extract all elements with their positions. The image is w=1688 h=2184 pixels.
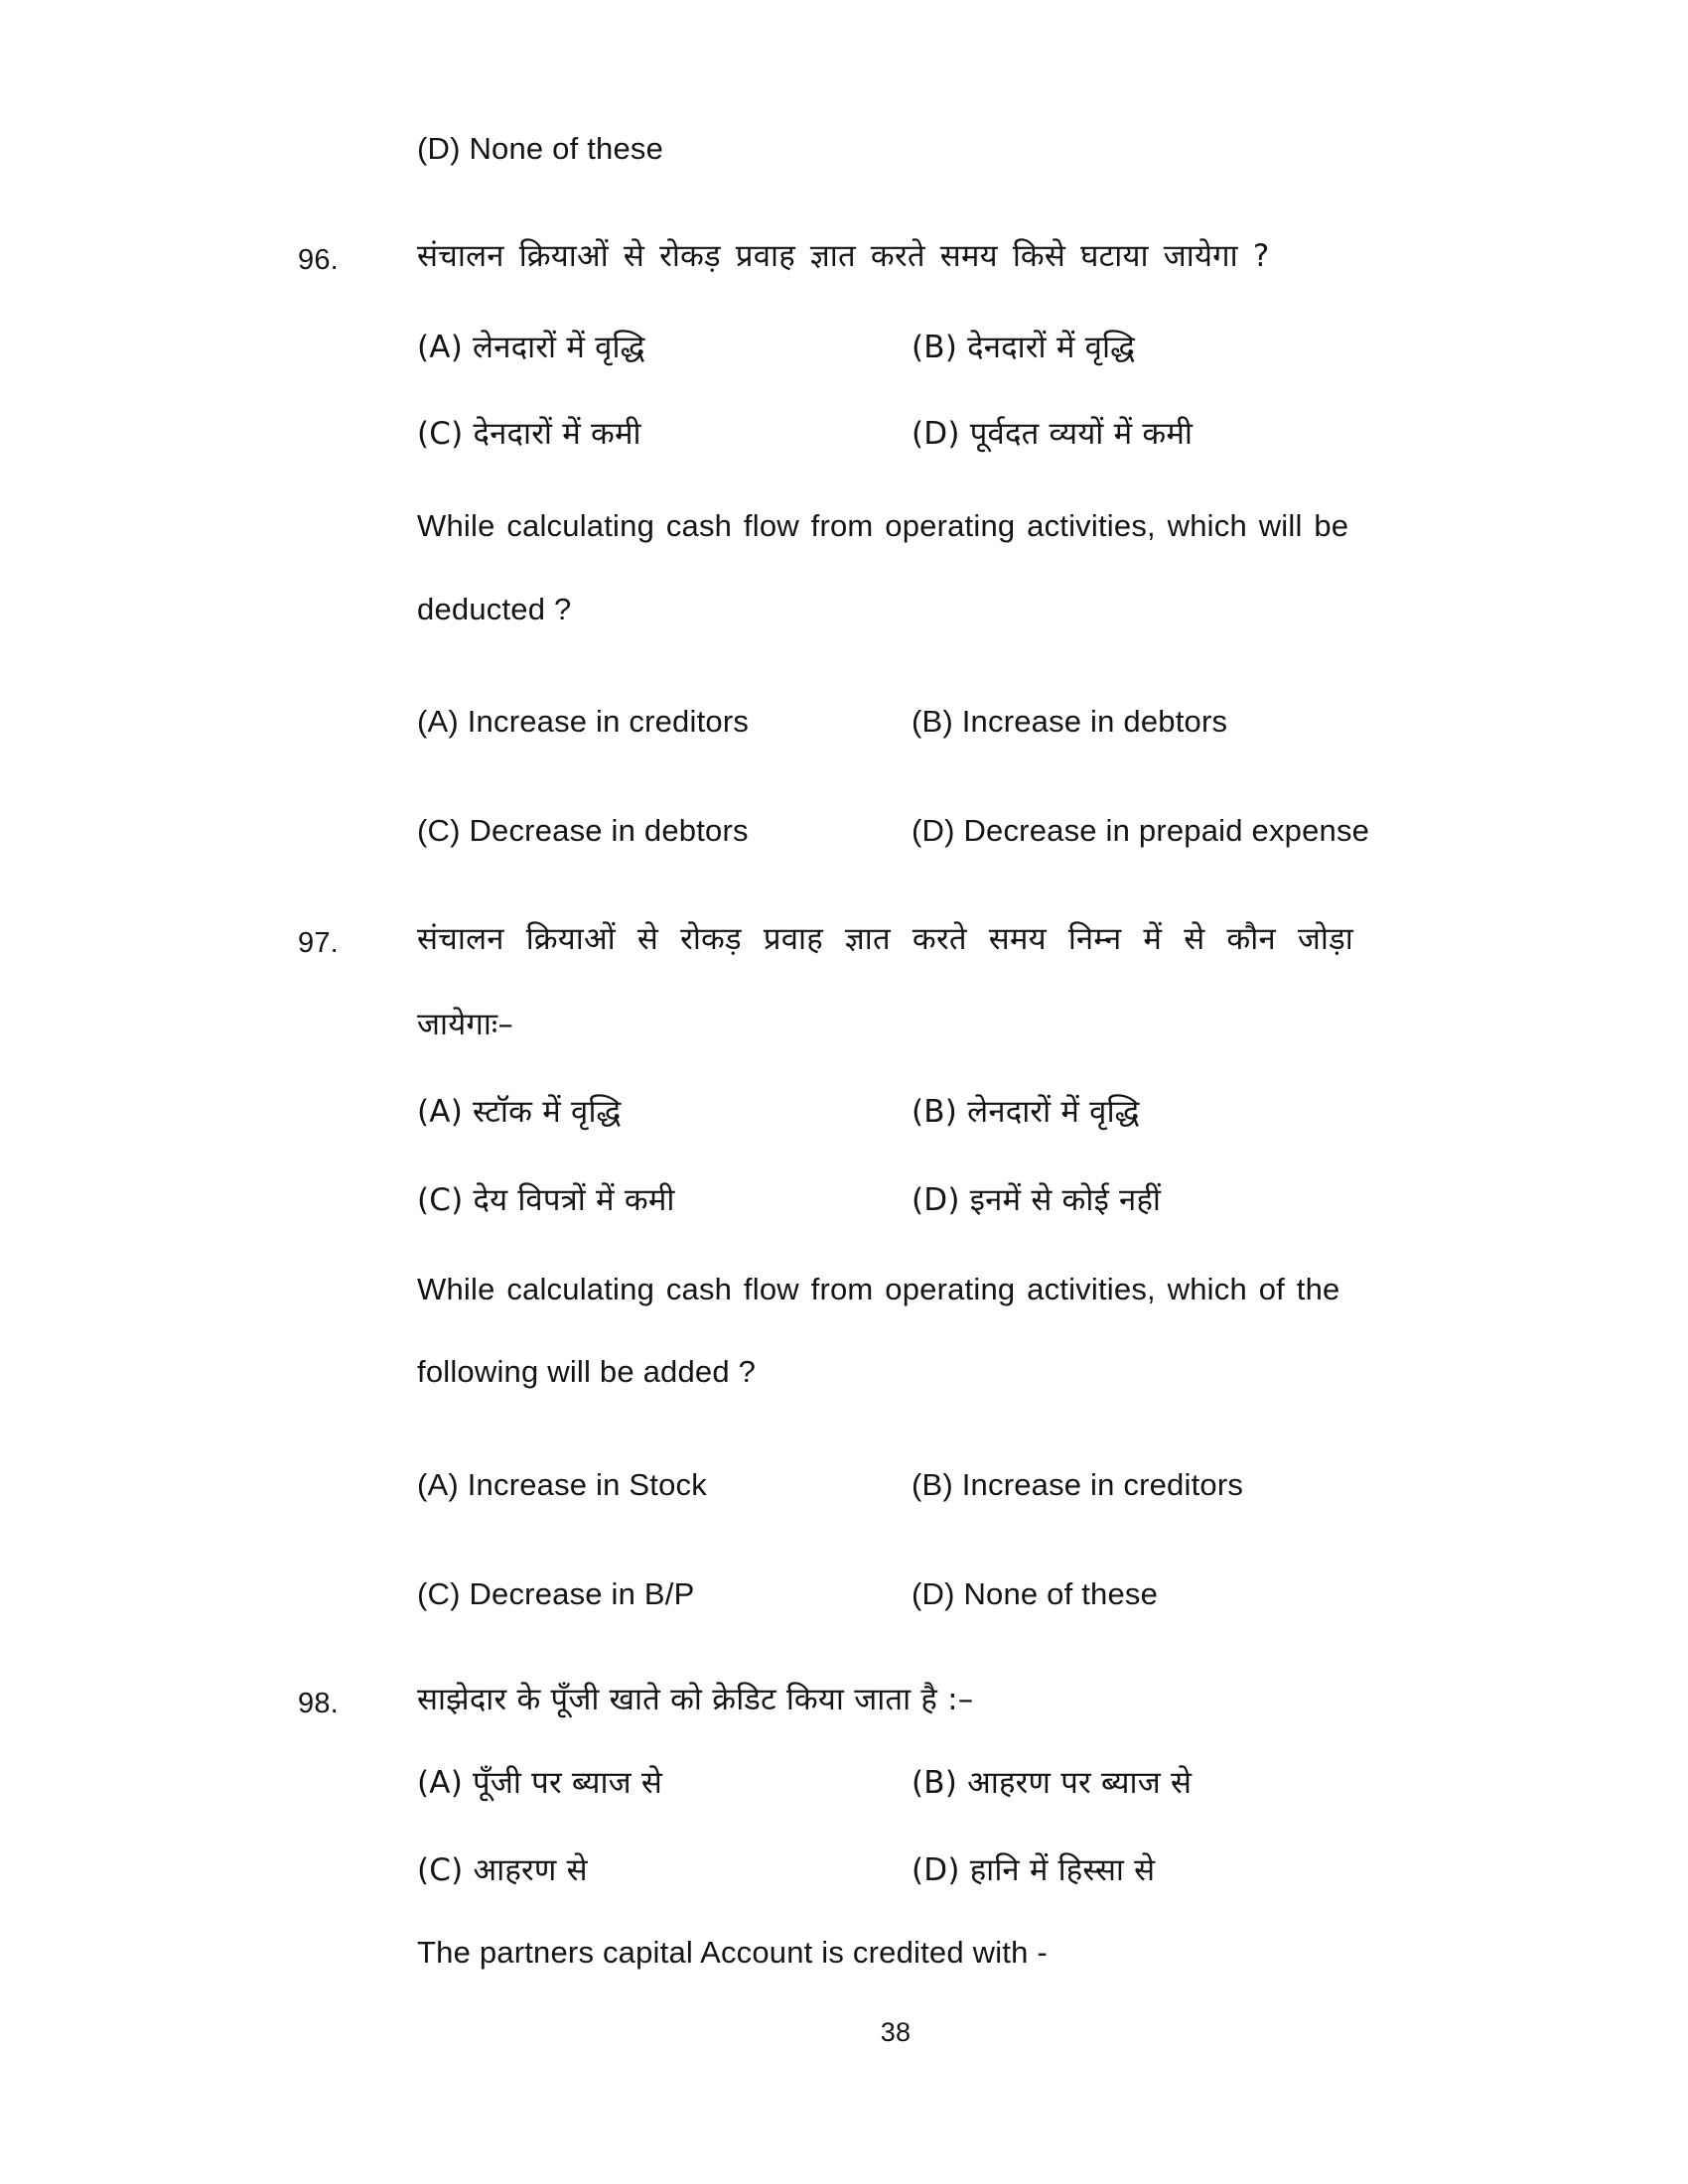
option-c-english: (C) Decrease in B/P: [417, 1576, 695, 1611]
option-a-hindi: (A) पूँजी पर ब्याज से: [417, 1765, 663, 1801]
option-c-english: (C) Decrease in debtors: [417, 813, 749, 848]
question-number: 98.: [298, 1688, 339, 1719]
option-d-hindi: (D) हानि में हिस्सा से: [912, 1852, 1156, 1888]
question-number: 97.: [298, 927, 339, 959]
question-text-english-line1: While calculating cash flow from operating activities, which of the: [417, 1272, 1340, 1306]
option-a-english: (A) Increase in Stock: [417, 1467, 707, 1502]
question-text-english: The partners capital Account is credited with -: [417, 1935, 1048, 1970]
question-number: 96.: [298, 244, 339, 276]
option-b-hindi: (B) देनदारों में वृद्धि: [912, 330, 1136, 365]
option-a-hindi: (A) लेनदारों में वृद्धि: [417, 330, 645, 365]
question-text-hindi-line2: जायेगाः–: [417, 1007, 514, 1042]
previous-question-option-d: (D) None of these: [417, 131, 664, 166]
page-number: 38: [880, 2017, 912, 2047]
option-a-hindi: (A) स्टॉक में वृद्धि: [417, 1094, 622, 1130]
option-c-hindi: (C) आहरण से: [417, 1852, 588, 1888]
option-d-hindi: (D) इनमें से कोई नहीं: [912, 1182, 1162, 1218]
question-text-english-line1: While calculating cash flow from operating activities, which will be: [417, 508, 1349, 543]
question-text-hindi-line1: संचालन क्रियाओं से रोकड़ प्रवाह ज्ञात करते समय निम्न में से कौन जोड़ा: [417, 921, 1353, 957]
question-text-english-line2: following will be added ?: [417, 1354, 757, 1389]
option-c-hindi: (C) देनदारों में कमी: [417, 416, 641, 452]
option-a-english: (A) Increase in creditors: [417, 704, 750, 739]
question-text-english-line2: deducted ?: [417, 592, 572, 626]
option-d-hindi: (D) पूर्वदत व्ययों में कमी: [912, 416, 1194, 452]
option-b-english: (B) Increase in creditors: [912, 1467, 1244, 1502]
question-text-hindi: साझेदार के पूँजी खाते को क्रेडिट किया जाता है :–: [417, 1682, 974, 1717]
option-b-hindi: (B) लेनदारों में वृद्धि: [912, 1094, 1140, 1130]
question-text-hindi: संचालन क्रियाओं से रोकड़ प्रवाह ज्ञात करते समय किसे घटाया जायेगा ?: [417, 238, 1270, 274]
option-d-english: (D) Decrease in prepaid expense: [912, 813, 1370, 848]
option-b-english: (B) Increase in debtors: [912, 704, 1228, 739]
option-c-hindi: (C) देय विपत्रों में कमी: [417, 1182, 675, 1218]
option-d-english: (D) None of these: [912, 1576, 1159, 1611]
option-b-hindi: (B) आहरण पर ब्याज से: [912, 1765, 1193, 1801]
